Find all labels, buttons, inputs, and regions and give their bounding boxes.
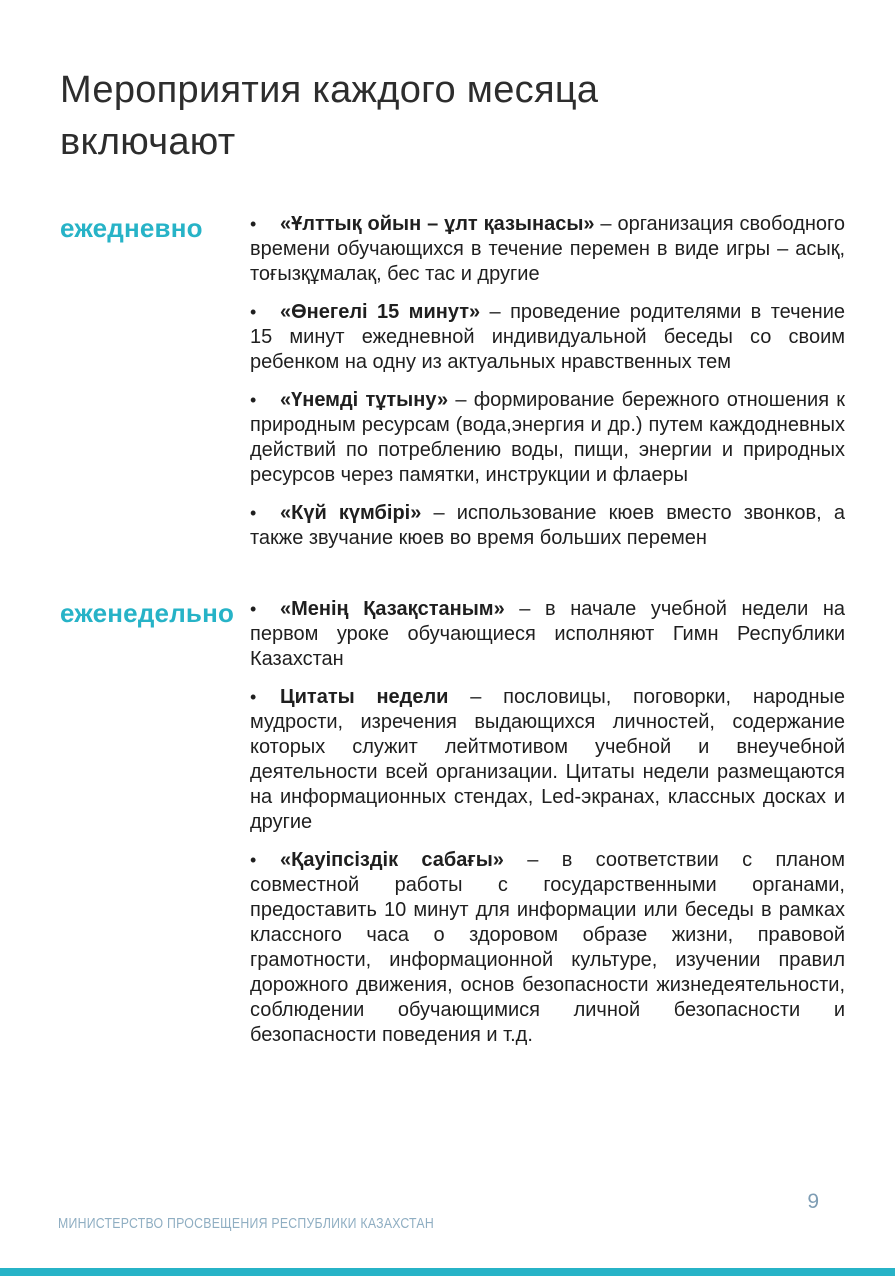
item-title: «Ұлттық ойын – ұлт қазынасы» [280,213,595,235]
bullet-icon: • [250,503,257,523]
footer-ministry-label: МИНИСТЕРСТВО ПРОСВЕЩЕНИЯ РЕСПУБЛИКИ КАЗАХСТАН [58,1215,434,1232]
bullet-icon: • [250,599,257,619]
list-item [250,501,845,551]
section-row [60,597,845,1048]
list-item [250,212,845,287]
list-item [250,848,845,1048]
page-number: 9 [807,1190,819,1213]
item-title: «Үнемді тұтыну» [280,389,449,411]
section-row [60,212,845,551]
bullet-icon: • [250,850,257,870]
item-text: – организация свободного времени обучающихся в течение перемен в виде игры – асық, тоғызқұмалақ, бес тас и другие [250,213,846,285]
item-title: «Менің Қазақстаным» [280,598,505,620]
list-item [250,388,845,488]
bullet-icon: • [250,214,257,234]
item-text: – в начале учебной недели на первом уроке обучающиеся исполняют Гимн Республики Казахстан [250,598,845,670]
item-text: – пословицы, поговорки, народные мудрости, изречения выдающихся личностей, содержание которых служит лейтмотивом учебной и внеучебной деятельности всей организации. Цитаты недели размещаются на информационных стендах, Led-экранах, классных досках и другие [250,686,846,833]
item-text: – в соответствии с планом совместной работы с государственными органами, предоставить 10 минут для информации или беседы в рамках классного часа о здоровом образе жизни, правовой грамотности, информационной культуре, изучении правил дорожного движения, основ безопасности жизнедеятельности, соблюдении обучающимися личной безопасности и безопасности поведения и т.д. [250,849,846,1046]
section-items [250,212,845,551]
sections [60,212,845,1048]
footer-accent-bar [0,1268,895,1276]
bullet-icon: • [250,302,257,322]
list-item [250,685,845,835]
section-label: ежедневно [60,213,203,243]
item-title: «Қауіпсіздік сабағы» [280,849,504,871]
item-title: «Өнегелі 15 минут» [280,301,481,323]
list-item [250,300,845,375]
section-items [250,597,845,1048]
item-text: – использование кюев вместо звонков, а также звучание кюев во время больших перемен [250,502,845,549]
bullet-icon: • [250,390,257,410]
section-label: еженедельно [60,598,235,628]
page-title-line-1: Мероприятия каждого месяца [60,69,599,111]
item-title: Цитаты недели [280,686,449,708]
bullet-icon: • [250,687,257,707]
page-title [60,64,835,168]
list-item [250,597,845,672]
item-title: «Күй күмбірі» [280,502,422,524]
page-title-line-2: включают [60,121,236,163]
item-text: – формирование бережного отношения к природным ресурсам (вода,энергия и др.) путем каждодневных действий по потреблению воды, пищи, энергии и природных ресурсов через памятки, инструкции и флаеры [250,389,846,486]
item-text: – проведение родителями в течение 15 минут ежедневной индивидуальной беседы со своим ребенком на одну из актуальных нравственных тем [250,301,845,373]
